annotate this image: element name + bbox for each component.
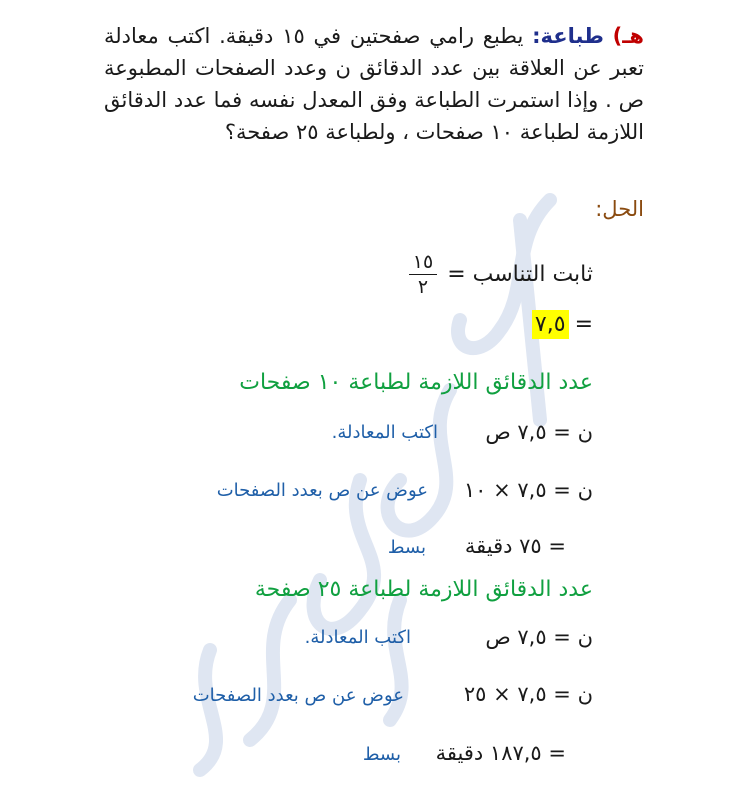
part1-step3: = ٧٥ دقيقة	[464, 534, 566, 558]
part2-step3: = ١٨٧,٥ دقيقة	[435, 741, 566, 765]
fraction-denominator: ٢	[417, 276, 429, 298]
part2-note1: اكتب المعادلة.	[304, 627, 411, 648]
part1-note3: بسط	[387, 537, 426, 558]
equals-sign: =	[574, 312, 593, 337]
part2-note3: بسط	[362, 744, 401, 765]
problem-text: يطبع رامي صفحتين في ١٥ دقيقة. اكتب معادلة تعبر عن العلاقة بين عدد الدقائق ن وعدد الصفحات المطبوعة ص . وإذا استمرت الطباعة وفق المعدل نفسه فما عدد الدقائق اللازمة لطباعة ١٠ صفحات ، ولطباعة ٢٥ صفحة؟	[104, 24, 644, 144]
part1-heading: عدد الدقائق اللازمة لطباعة ١٠ صفحات	[239, 370, 593, 395]
problem-title: طباعة:	[532, 24, 604, 48]
fraction-numerator: ١٥	[409, 252, 437, 275]
proportionality-constant-row	[409, 252, 593, 297]
part1-note2: عوض عن ص بعدد الصفحات	[216, 480, 428, 501]
constant-value-row	[532, 310, 593, 339]
fraction	[409, 252, 437, 297]
ratio-label: ثابت التناسب =	[447, 262, 593, 287]
constant-highlight: ٧,٥	[532, 310, 569, 339]
part1-step1: ن = ٧,٥ ص	[485, 420, 593, 444]
solution-label: الحل:	[595, 197, 644, 221]
part2-step2: ن = ٧,٥ × ٢٥	[463, 682, 593, 706]
part1-note1: اكتب المعادلة.	[331, 422, 438, 443]
part2-note2: عوض عن ص بعدد الصفحات	[192, 685, 404, 706]
part2-heading: عدد الدقائق اللازمة لطباعة ٢٥ صفحة	[254, 577, 593, 602]
part2-step1: ن = ٧,٥ ص	[485, 625, 593, 649]
part1-step2: ن = ٧,٥ × ١٠	[463, 478, 593, 502]
problem-prefix: هـ)	[612, 24, 644, 48]
problem-statement	[104, 20, 644, 148]
